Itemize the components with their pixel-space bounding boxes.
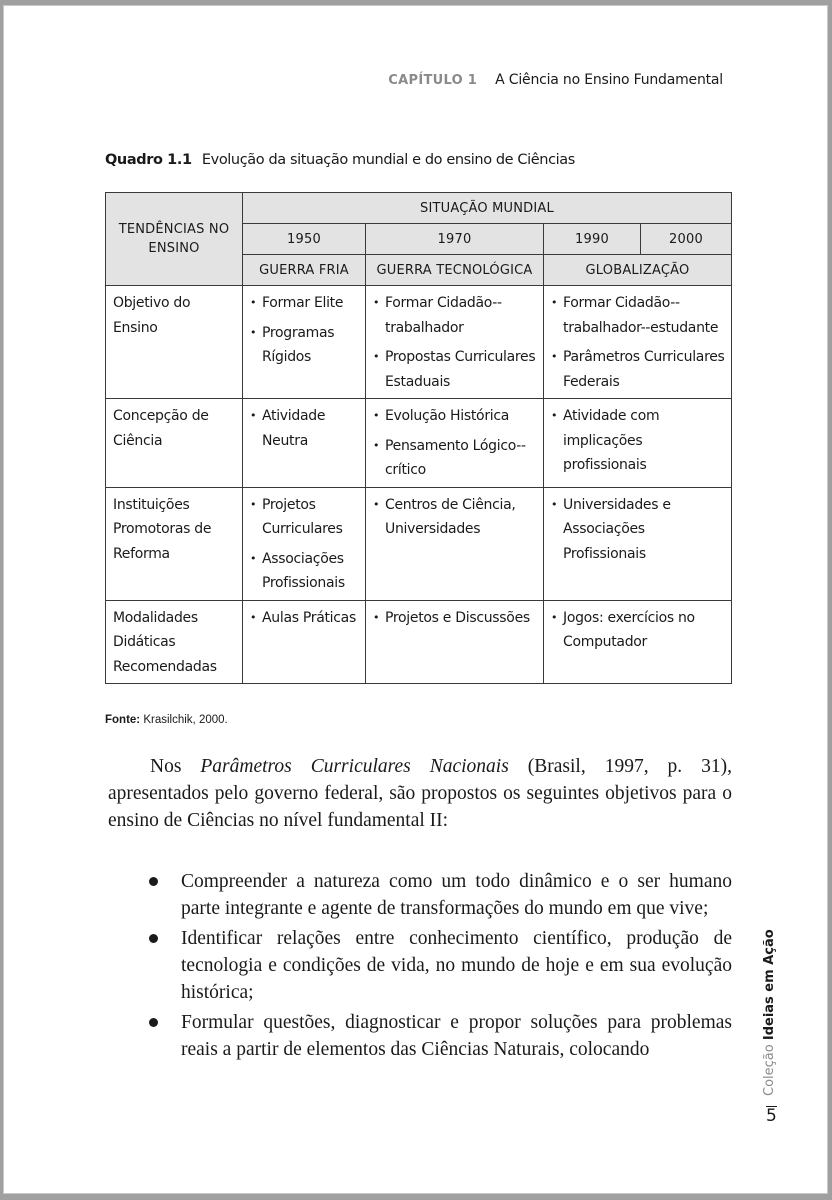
cell-item: • Atividade com implicações profissionais	[551, 404, 726, 478]
collection-name: Ideias em Ação	[762, 929, 777, 1041]
chapter-title: A Ciência no Ensino Fundamental	[495, 72, 723, 88]
source-label: Fonte:	[105, 714, 141, 726]
body-paragraph	[108, 753, 732, 834]
table-cell	[243, 286, 366, 399]
table-caption	[105, 152, 575, 168]
cell-item: • Centros de Ciência, Universidades	[373, 493, 538, 542]
period-header: GUERRA FRIA	[243, 255, 366, 286]
group-header: SITUAÇÃO MUNDIAL	[243, 193, 732, 224]
table-cell	[243, 487, 366, 600]
year-header: 1950	[243, 224, 366, 255]
corner-header: TENDÊNCIAS NO ENSINO	[106, 193, 243, 286]
objectives-list	[147, 868, 732, 1066]
year-header: 1970	[366, 224, 544, 255]
cell-item: • Propostas Curriculares Estaduais	[373, 345, 538, 394]
year-header: 1990	[544, 224, 641, 255]
paragraph-rest: (Brasil, 1997, p. 31), apresentados pelo governo federal, são propostos os seguintes objetivos para o ensino de Ciências no nível fundamental II:	[108, 756, 732, 831]
table-cell	[366, 286, 544, 399]
table-cell	[544, 286, 732, 399]
cell-item: • Jogos: exercícios no Computador	[551, 606, 726, 655]
caption-title: Evolução da situação mundial e do ensino de Ciências	[201, 152, 575, 168]
collection-prefix: Coleção	[762, 1044, 777, 1096]
bullet-icon	[149, 1018, 158, 1027]
table-cell	[544, 399, 732, 488]
cell-item: • Evolução Histórica	[373, 404, 538, 429]
caption-number: Quadro 1.1	[105, 152, 192, 168]
table-cell	[544, 487, 732, 600]
table-row	[106, 600, 732, 684]
table-cell	[366, 487, 544, 600]
table-source	[105, 714, 228, 726]
table-cell	[366, 399, 544, 488]
cell-item: • Parâmetros Curriculares Federais	[551, 345, 726, 394]
cell-item: • Universidades e Associações Profissionais	[551, 493, 726, 567]
page-number: 5	[766, 1106, 777, 1126]
cell-item: • Formar Elite	[250, 291, 360, 316]
cell-item: • Pensamento Lógico--crítico	[373, 434, 538, 483]
chapter-label: CAPÍTULO 1	[388, 73, 478, 88]
cell-item: • Formar Cidadão--trabalhador	[373, 291, 538, 340]
table-cell	[243, 399, 366, 488]
objective-item: Identificar relações entre conhecimento científico, produção de tecnologia e condições de vida, no mundo de hoje e em sua evolução histórica;	[147, 925, 732, 1006]
period-header: GLOBALIZAÇÃO	[544, 255, 732, 286]
objective-item: Formular questões, diagnosticar e propor soluções para problemas reais a partir de elementos das Ciências Naturais, colocando	[147, 1009, 732, 1063]
cell-item: • Projetos e Discussões	[373, 606, 538, 631]
table-cell	[544, 600, 732, 684]
cell-item: • Atividade Neutra	[250, 404, 360, 453]
running-header	[388, 72, 723, 88]
table-row	[106, 487, 732, 600]
objective-item: Compreender a natureza como um todo dinâmico e o ser humano parte integrante e agente de transformações do mundo em que vive;	[147, 868, 732, 922]
table-row	[106, 286, 732, 399]
source-text: Krasilchik, 2000.	[143, 714, 228, 726]
row-label: Objetivo do Ensino	[106, 286, 243, 399]
row-label: Modalidades Didáticas Recomendadas	[106, 600, 243, 684]
cell-item: • Associações Profissionais	[250, 547, 360, 596]
evolution-table	[105, 192, 732, 684]
collection-label	[762, 929, 777, 1096]
paragraph-italic-title: Parâmetros Curriculares Nacionais	[200, 756, 509, 777]
table-cell	[366, 600, 544, 684]
cell-item: • Projetos Curriculares	[250, 493, 360, 542]
bullet-icon	[149, 934, 158, 943]
cell-item: • Programas Rígidos	[250, 321, 360, 370]
cell-item: • Formar Cidadão--trabalhador--estudante	[551, 291, 726, 340]
table-cell	[243, 600, 366, 684]
paragraph-lead: Nos	[150, 756, 182, 777]
book-page	[3, 5, 828, 1194]
bullet-icon	[149, 877, 158, 886]
row-label: Instituições Promotoras de Reforma	[106, 487, 243, 600]
row-label: Concepção de Ciência	[106, 399, 243, 488]
cell-item: • Aulas Práticas	[250, 606, 360, 631]
year-header: 2000	[641, 224, 732, 255]
table-row	[106, 399, 732, 488]
period-header: GUERRA TECNOLÓGICA	[366, 255, 544, 286]
